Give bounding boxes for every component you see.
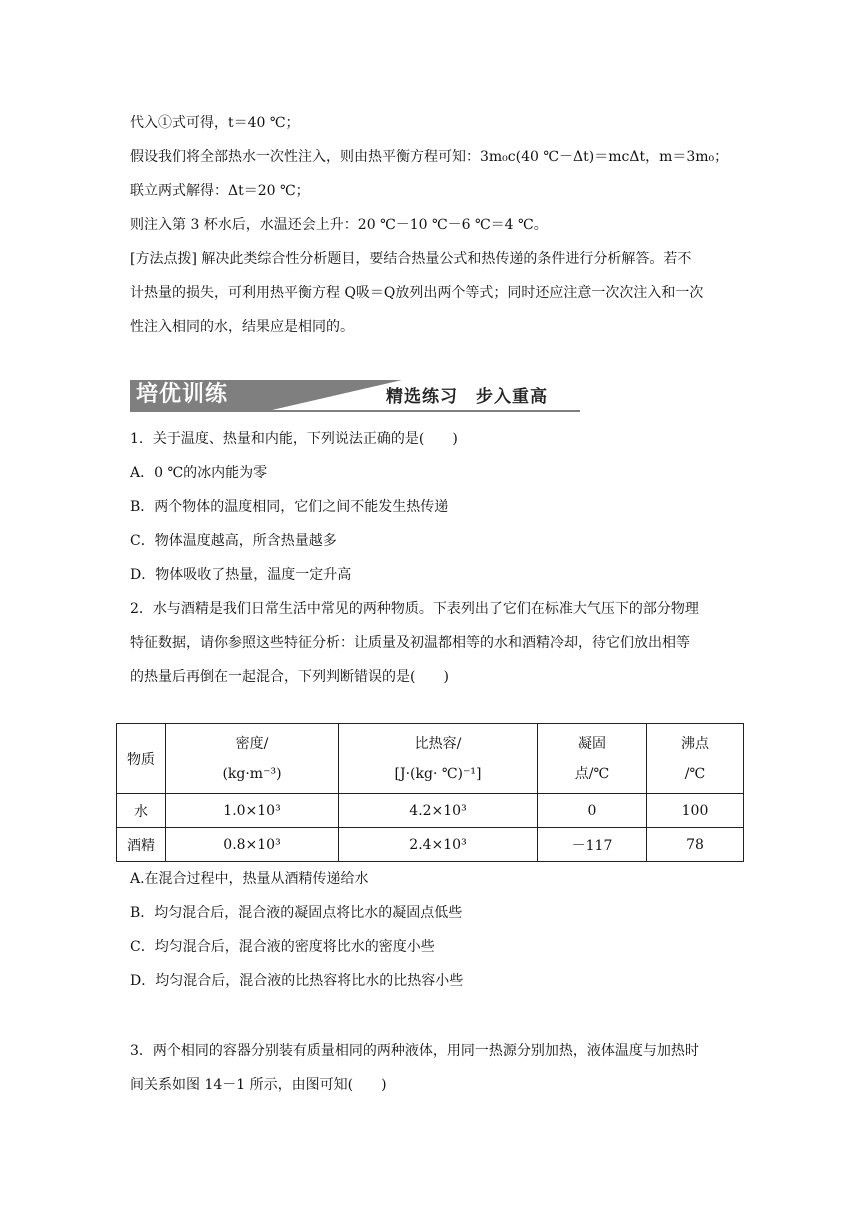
table-row (117, 794, 744, 828)
q1-option-c: C．物体温度越高，所含热量越多 (130, 533, 337, 549)
q3-stem-line-1: 3．两个相同的容器分别装有质量相同的两种液体，用同一热源分别加热，液体温度与加热时 (130, 1043, 699, 1059)
q2-option-c: C．均匀混合后，混合液的密度将比水的密度小些 (130, 939, 435, 955)
header-boiling-point (647, 724, 744, 794)
table-header-row (117, 724, 744, 794)
solution-line-3: 联立两式解得：Δt＝20 ℃； (130, 183, 310, 199)
cell-freeze: －117 (538, 828, 647, 862)
q1-option-d: D．物体吸收了热量，温度一定升高 (130, 567, 352, 583)
properties-table (116, 723, 744, 862)
cell-density: 0.8×10³ (166, 828, 339, 862)
solution-line-4: 则注入第 3 杯水后，水温还会上升：20 ℃－10 ℃－6 ℃＝4 ℃。 (130, 217, 548, 233)
cell-boil: 100 (647, 794, 744, 828)
method-tip-line-3: 性注入相同的水，结果应是相同的。 (130, 319, 354, 335)
method-tip-line-1: [方法点拨] 解决此类综合性分析题目，要结合热量公式和热传递的条件进行分析解答。若不 (130, 251, 692, 267)
table-row (117, 828, 744, 862)
cell-density: 1.0×10³ (166, 794, 339, 828)
section-tag: 培优训练 (130, 380, 272, 410)
header-freezing-point (538, 724, 647, 794)
header-boiling-label: 沸点 (681, 735, 709, 752)
header-specific-heat-unit: [J·(kg· ℃)⁻¹] (394, 765, 482, 782)
q2-option-a: A.在混合过程中，热量从酒精传递给水 (130, 871, 369, 887)
q1-option-b: B．两个物体的温度相同，它们之间不能发生热传递 (130, 499, 449, 515)
section-rule (130, 410, 580, 412)
q2-stem-line-1: 2．水与酒精是我们日常生活中常见的两种物质。下表列出了它们在标准大气压下的部分物理 (130, 601, 699, 617)
solution-line-2: 假设我们将全部热水一次性注入，则由热平衡方程可知：3m₀c(40 ℃－Δt)＝mcΔt，m＝3m₀； (130, 149, 729, 165)
section-slogan: 精选练习 步入重高 (386, 387, 548, 407)
q1-stem: 1．关于温度、热量和内能，下列说法正确的是( ) (130, 431, 458, 447)
cell-heat: 2.4×10³ (339, 828, 538, 862)
cell-freeze: 0 (538, 794, 647, 828)
section-tag-tail (272, 380, 402, 410)
cell-name: 酒精 (117, 828, 166, 862)
header-specific-heat-label: 比热容/ (414, 735, 462, 752)
q2-stem-line-3: 的热量后再倒在一起混合，下列判断错误的是( ) (130, 669, 449, 685)
header-specific-heat (339, 724, 538, 794)
q3-stem-line-2: 间关系如图 14－1 所示，由图可知( ) (130, 1077, 387, 1093)
section-banner (130, 380, 580, 414)
method-tip-line-2: 计热量的损失，可利用热平衡方程 Q吸＝Q放列出两个等式；同时还应注意一次次注入和一次 (130, 285, 704, 301)
q2-option-d: D．均匀混合后，混合液的比热容将比水的比热容小些 (130, 973, 464, 989)
header-boiling-unit: /℃ (684, 765, 706, 782)
header-substance-label: 物质 (127, 751, 155, 768)
header-density (166, 724, 339, 794)
cell-boil: 78 (647, 828, 744, 862)
q2-stem-line-2: 特征数据，请你参照这些特征分析：让质量及初温都相等的水和酒精冷却，待它们放出相等 (130, 635, 690, 651)
solution-line-1: 代入①式可得，t＝40 ℃； (130, 115, 300, 131)
q1-option-a: A．0 ℃的冰内能为零 (130, 465, 268, 481)
header-substance (117, 724, 166, 794)
header-freezing-unit: 点/℃ (574, 765, 610, 782)
cell-name: 水 (117, 794, 166, 828)
header-density-label: 密度/ (235, 735, 269, 752)
header-freezing-label: 凝固 (578, 735, 606, 752)
cell-heat: 4.2×10³ (339, 794, 538, 828)
header-density-unit: (kg·m⁻³) (222, 765, 282, 782)
q2-option-b: B．均匀混合后，混合液的凝固点将比水的凝固点低些 (130, 905, 463, 921)
